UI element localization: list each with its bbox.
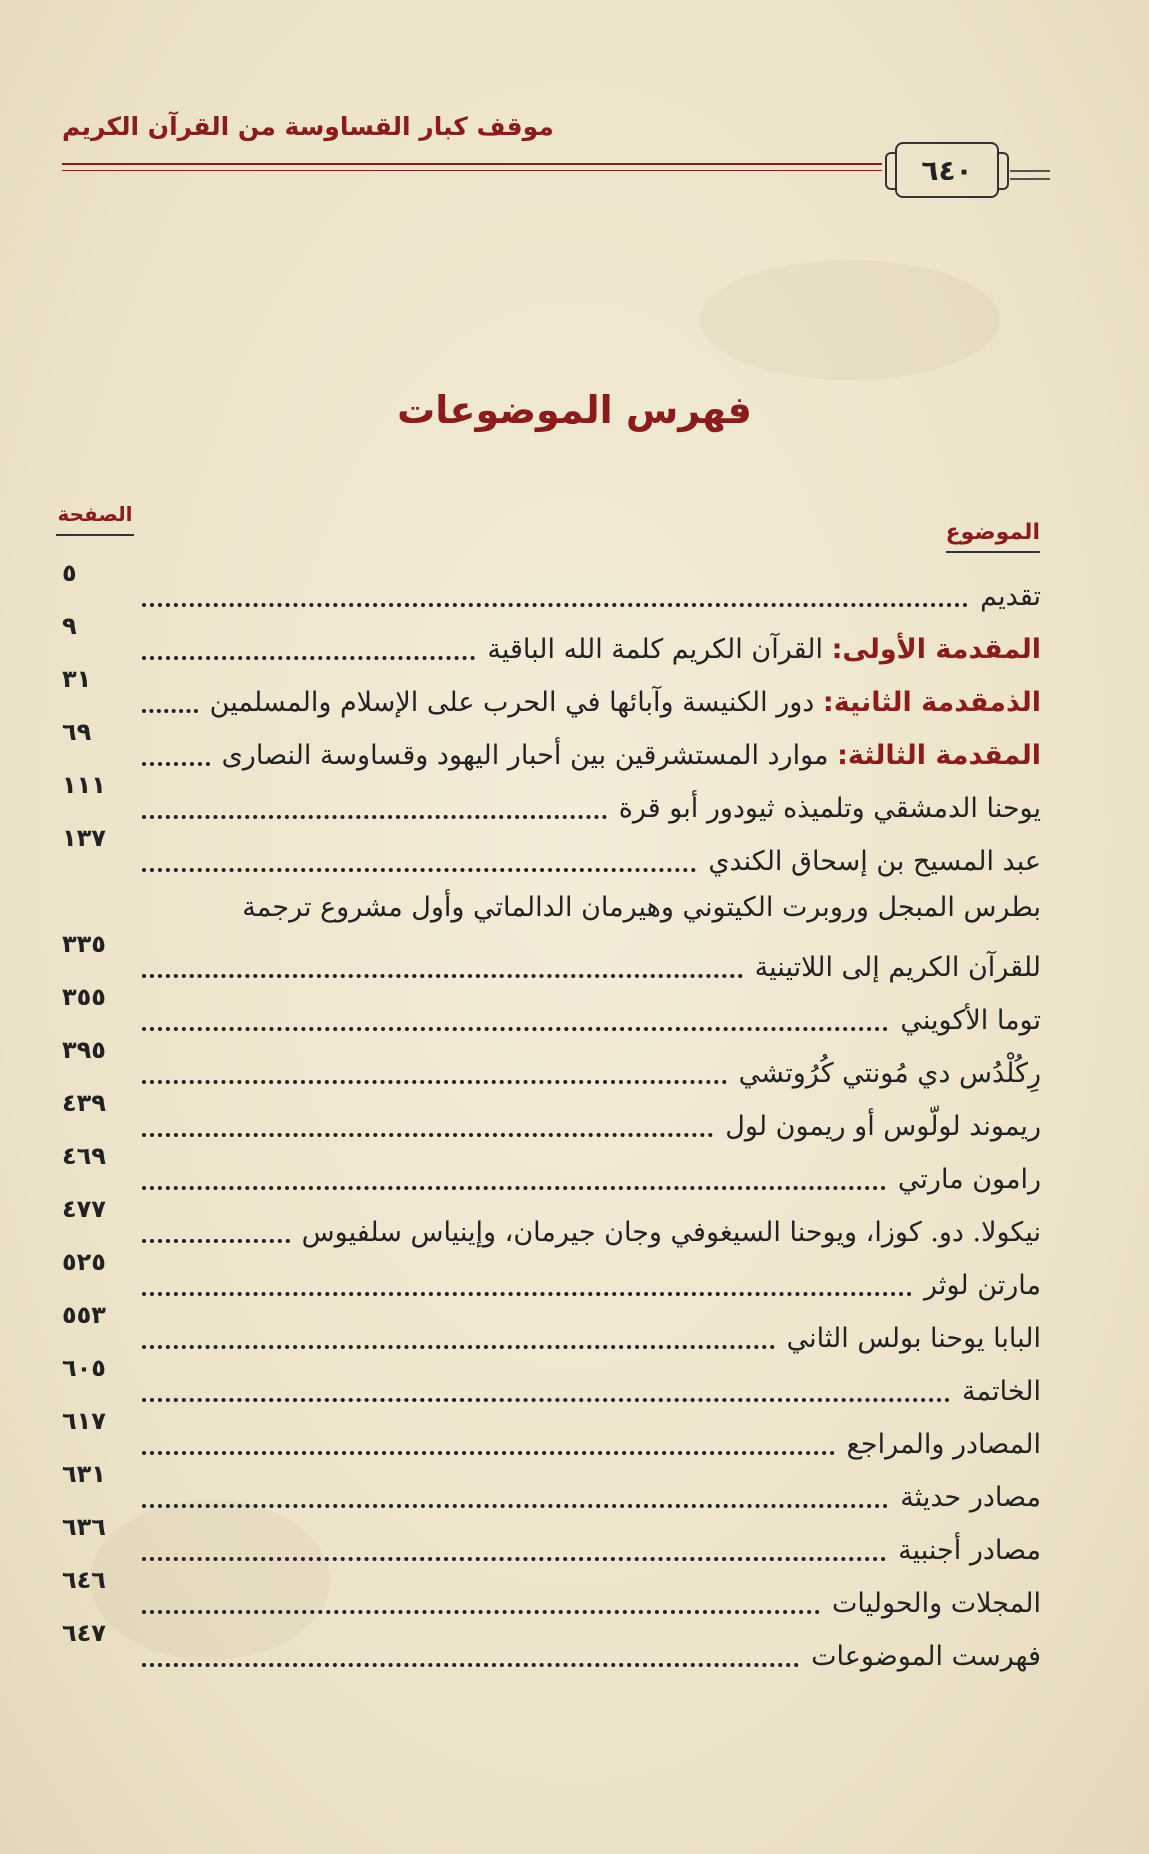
toc-entry xyxy=(60,1619,1041,1675)
entry-page: ٦٠٥ xyxy=(62,1354,106,1382)
paper-stain xyxy=(700,260,1000,380)
toc-entry xyxy=(60,718,1041,774)
leader-dots xyxy=(142,868,696,872)
toc-entry xyxy=(60,1036,1041,1092)
leader-dots xyxy=(142,1663,799,1667)
toc-entry xyxy=(60,1513,1041,1569)
entry-page: ٦٤٦ xyxy=(62,1566,106,1594)
leader-dots xyxy=(142,1398,950,1402)
leader-dots xyxy=(142,1504,888,1508)
toc-entry xyxy=(60,1089,1041,1145)
entry-page: ٤٧٧ xyxy=(62,1195,106,1223)
entry-lead: المقدمة الثالثة: xyxy=(837,740,1041,771)
toc-entry xyxy=(60,1195,1041,1251)
entry-title: رِكُلْدُس دي مُونتي كُرُوتشي xyxy=(738,1058,1041,1089)
leader-dots xyxy=(142,1239,290,1243)
page-number: ٦٤٠ xyxy=(895,142,999,198)
entry-page: ٥٥٣ xyxy=(62,1301,106,1329)
entry-title: المجلات والحوليات xyxy=(831,1588,1041,1619)
entry-page: ٦٩ xyxy=(62,718,92,746)
entry-title: يوحنا الدمشقي وتلميذه ثيودور أبو قرة xyxy=(618,793,1041,824)
toc-entry xyxy=(60,1142,1041,1198)
entry-page: ٦٣٦ xyxy=(62,1513,106,1541)
entry-page: ٣٣٥ xyxy=(62,930,106,958)
entry-page: ١١١ xyxy=(62,771,106,799)
entry-title: نيكولا. دو. كوزا، ويوحنا السيغوفي وجان جيرمان، وإينياس سلفيوس xyxy=(301,1217,1041,1248)
leader-dots xyxy=(142,1292,912,1296)
header-rule xyxy=(62,163,882,165)
entry-title: مصادر حديثة xyxy=(900,1482,1041,1513)
leader-dots xyxy=(142,1186,886,1190)
entry-page: ٥ xyxy=(62,559,77,587)
toc-entry xyxy=(60,1248,1041,1304)
leader-dots xyxy=(142,815,607,819)
entry-title: موارد المستشرقين بين أحبار اليهود وقساوسة النصارى xyxy=(221,740,829,771)
toc-entry xyxy=(60,771,1041,827)
entry-title: مصادر أجنبية xyxy=(898,1535,1041,1566)
entry-page: ٦٤٧ xyxy=(62,1619,106,1647)
leader-dots xyxy=(142,1080,727,1084)
entry-title: القرآن الكريم كلمة الله الباقية xyxy=(487,634,823,665)
entry-lead: الذمقدمة الثانية: xyxy=(822,687,1041,718)
entry-lead: المقدمة الأولى: xyxy=(831,634,1041,665)
leader-dots xyxy=(142,974,743,978)
entry-title: مارتن لوثر xyxy=(924,1270,1041,1301)
entry-page: ٩ xyxy=(62,612,77,640)
entry-page: ٦٣١ xyxy=(62,1460,106,1488)
entry-title: الخاتمة xyxy=(962,1376,1041,1407)
entry-title: المصادر والمراجع xyxy=(846,1429,1041,1460)
entry-title: البابا يوحنا بولس الثاني xyxy=(786,1323,1041,1354)
entry-title: رامون مارتي xyxy=(897,1164,1041,1195)
header-rule xyxy=(62,170,882,171)
entry-title: عبد المسيح بن إسحاق الكندي xyxy=(708,846,1041,877)
entry-page: ٣٥٥ xyxy=(62,983,106,1011)
column-header-topic: الموضوع xyxy=(946,520,1040,553)
toc-entry xyxy=(60,665,1041,721)
entry-page: ٣١ xyxy=(62,665,92,693)
header-rule-right xyxy=(1010,170,1050,172)
toc-entry xyxy=(60,612,1041,668)
entry-title: دور الكنيسة وآبائها في الحرب على الإسلام والمسلمين xyxy=(209,687,815,718)
leader-dots xyxy=(142,1610,820,1614)
index-title: فهرس الموضوعات xyxy=(397,388,752,432)
entry-page: ٤٦٩ xyxy=(62,1142,106,1170)
entry-title: تقديم xyxy=(980,581,1041,612)
leader-dots xyxy=(142,762,210,766)
toc-entry xyxy=(60,930,1041,986)
toc-entry xyxy=(60,1301,1041,1357)
column-header-page: الصفحة xyxy=(56,502,134,536)
toc-entry xyxy=(60,1460,1041,1516)
leader-dots xyxy=(142,1451,835,1455)
header-rule-right xyxy=(1010,178,1050,180)
entry-title-line1: بطرس المبجل وروبرت الكيتوني وهيرمان الدالماتي وأول مشروع ترجمة xyxy=(242,892,1041,923)
toc-entry xyxy=(60,559,1041,615)
leader-dots xyxy=(142,1557,886,1561)
entry-page: ١٣٧ xyxy=(62,824,106,852)
toc-entry xyxy=(60,1566,1041,1622)
toc-entry xyxy=(60,1354,1041,1410)
toc-entry xyxy=(60,983,1041,1039)
toc-entry xyxy=(60,824,1041,880)
leader-dots xyxy=(142,603,968,607)
entry-title: ريموند لولّوس أو ريمون لول xyxy=(725,1111,1041,1142)
entry-title: للقرآن الكريم إلى اللاتينية xyxy=(754,952,1041,983)
running-title: موقف كبار القساوسة من القرآن الكريم xyxy=(62,112,554,141)
leader-dots xyxy=(142,1133,713,1137)
entry-page: ٤٣٩ xyxy=(62,1089,106,1117)
leader-dots xyxy=(142,656,475,660)
entry-page: ٣٩٥ xyxy=(62,1036,106,1064)
leader-dots xyxy=(142,1027,888,1031)
leader-dots xyxy=(142,709,198,713)
toc-entry xyxy=(60,1407,1041,1463)
entry-page: ٦١٧ xyxy=(62,1407,106,1435)
entry-title: توما الأكويني xyxy=(900,1005,1041,1036)
entry-title: فهرست الموضوعات xyxy=(811,1641,1041,1672)
entry-page: ٥٢٥ xyxy=(62,1248,106,1276)
leader-dots xyxy=(142,1345,775,1349)
